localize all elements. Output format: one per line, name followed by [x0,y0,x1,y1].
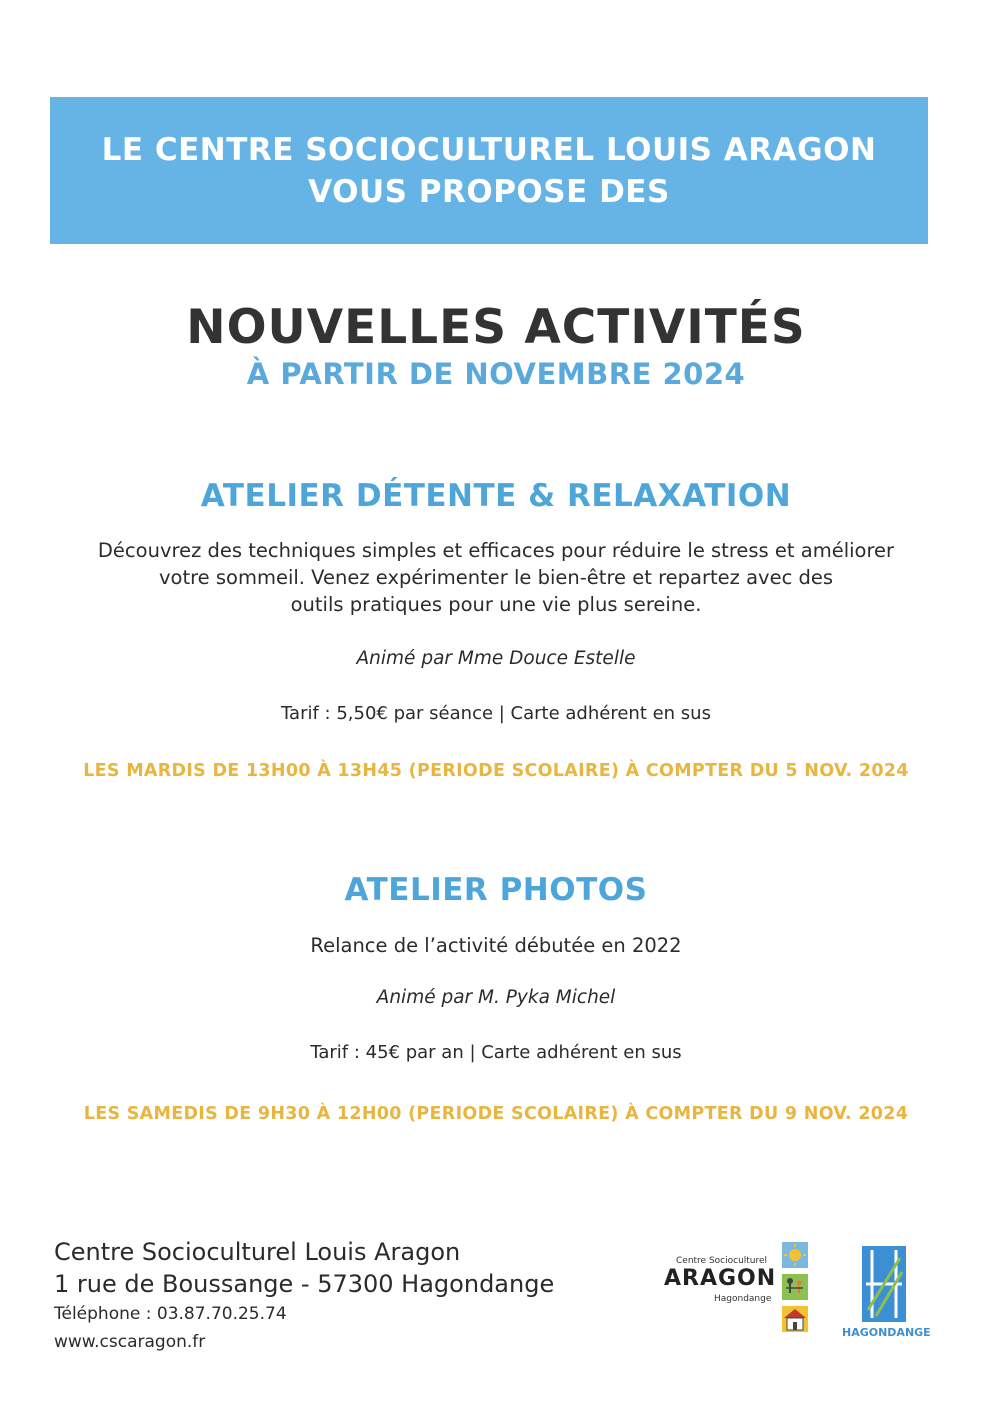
header-banner [50,97,928,244]
aragon-logo-line-2: ARAGON [664,1266,777,1291]
sun-icon [782,1242,808,1268]
aragon-logo-line-3: Hagondange [714,1294,772,1304]
activity-1-description [0,537,992,618]
activity-1-title: ATELIER DÉTENTE & RELAXATION [200,478,792,514]
banner-line-2: VOUS PROPOSE DES [308,173,670,210]
activity-1-schedule: LES MARDIS DE 13H00 À 13H45 (PERIODE SCOLAIRE) À COMPTER DU 5 NOV. 2024 [83,761,909,781]
tarif-label: Tarif : [310,1042,360,1063]
activity-1-desc-line: votre sommeil. Venez expérimenter le bien-être et repartez avec des [158,566,834,589]
activity-2-schedule: LES SAMEDIS DE 9H30 À 12H00 (PERIODE SCOLAIRE) À COMPTER DU 9 NOV. 2024 [83,1104,909,1124]
activity-1-tarif [0,703,992,724]
hagondange-emblem-icon [862,1246,906,1322]
hagondange-logo [842,1246,931,1342]
activity-1-desc-line: Découvrez des techniques simples et efficaces pour réduire le stress et améliorer [97,539,895,562]
page-subtitle: À PARTIR DE NOVEMBRE 2024 [246,357,746,391]
activity-1-animator: Animé par Mme Douce Estelle [356,648,636,669]
house-icon [782,1306,808,1332]
family-icon [782,1274,808,1300]
hagondange-logo-label: HAGONDANGE [842,1326,931,1339]
footer-address: 1 rue de Boussange - 57300 Hagondange [54,1270,555,1298]
tarif-value: 45€ par an | Carte adhérent en sus [365,1042,682,1063]
footer-website[interactable]: www.cscaragon.fr [54,1332,206,1352]
activity-2-description: Relance de l’activité débutée en 2022 [310,934,682,957]
aragon-logo-line-1: Centre Socioculturel [676,1256,768,1266]
footer-phone: Téléphone : 03.87.70.25.74 [54,1304,287,1324]
footer-name: Centre Socioculturel Louis Aragon [54,1238,461,1266]
tarif-label: Tarif : [281,703,331,724]
aragon-logo [662,1242,822,1342]
activity-1-desc-line: outils pratiques pour une vie plus sereine. [290,593,702,616]
tarif-value: 5,50€ par séance | Carte adhérent en sus [336,703,711,724]
activity-2-animator: Animé par M. Pyka Michel [376,987,616,1008]
banner-line-1: LE CENTRE SOCIOCULTUREL LOUIS ARAGON [101,131,877,168]
activity-2-title: ATELIER PHOTOS [344,872,648,908]
page-title: NOUVELLES ACTIVITÉS [186,300,806,355]
activity-2-tarif [0,1042,992,1063]
